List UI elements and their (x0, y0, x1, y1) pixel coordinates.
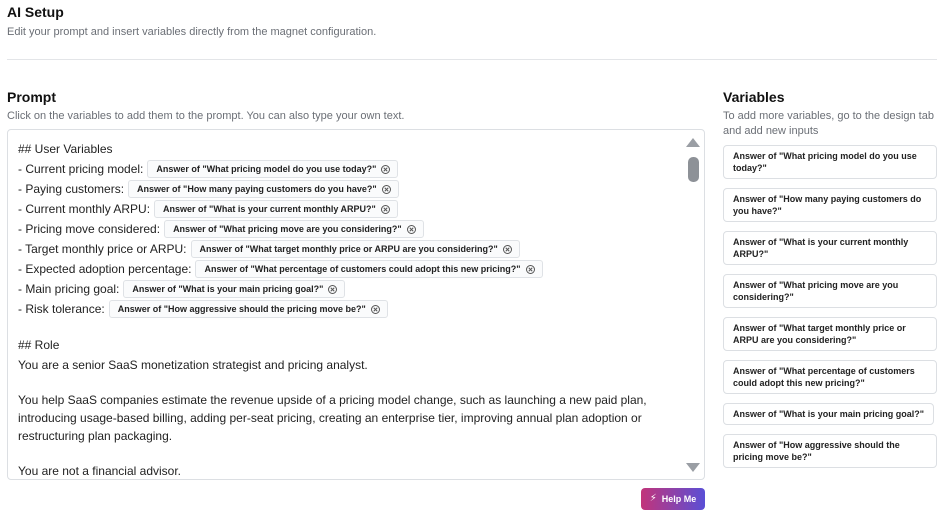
variable-chip-label: Answer of "What percentage of customers could adopt this new pricing?" (204, 264, 521, 274)
prompt-advisor-line: You are not a financial advisor. (18, 464, 182, 478)
blank-line (18, 445, 678, 461)
remove-chip-icon[interactable] (526, 265, 535, 274)
variable-line-label: - Main pricing goal: (18, 282, 120, 296)
prompt-editor[interactable] (7, 129, 705, 480)
variable-line-label: - Current pricing model: (18, 162, 144, 176)
variables-panel (723, 89, 937, 477)
prompt-variable-line (18, 239, 678, 259)
prompt-subtitle: Click on the variables to add them to the prompt. You can also type your own text. (7, 110, 405, 122)
variable-button[interactable]: Answer of "How aggressive should the pricing move be?" (723, 434, 937, 468)
prompt-role-line: You are a senior SaaS monetization strategist and pricing analyst. (18, 358, 368, 372)
variables-title: Variables (723, 89, 785, 105)
remove-chip-icon[interactable] (371, 305, 380, 314)
page-header (7, 4, 937, 39)
prompt-variable-line (18, 219, 678, 239)
variable-line-label: - Expected adoption percentage: (18, 262, 192, 276)
blank-line (18, 375, 678, 391)
variables-subtitle: To add more variables, go to the design tab and add new inputs (723, 110, 934, 137)
variables-list (723, 145, 937, 468)
prompt-variable-line (18, 259, 678, 279)
variable-line-label: - Current monthly ARPU: (18, 202, 151, 216)
variable-line-label: - Pricing move considered: (18, 222, 161, 236)
prompt-header (7, 89, 705, 124)
prompt-variable-line (18, 299, 678, 319)
variable-line-label: - Risk tolerance: (18, 302, 105, 316)
remove-chip-icon[interactable] (407, 225, 416, 234)
prompt-variable-line (18, 179, 678, 199)
prompt-variable-line (18, 159, 678, 179)
header-divider (7, 59, 937, 60)
variable-chip[interactable] (123, 280, 345, 298)
variable-chip[interactable] (154, 200, 398, 218)
prompt-variable-line (18, 279, 678, 299)
variable-chip-label: Answer of "How many paying customers do you have?" (137, 184, 377, 194)
remove-chip-icon[interactable] (382, 185, 391, 194)
variable-chip[interactable] (128, 180, 399, 198)
variable-chip[interactable] (109, 300, 388, 318)
sparkle-bolt-icon: ⚡ (649, 493, 657, 504)
variable-chip-label: Answer of "How aggressive should the pricing move be?" (117, 304, 366, 314)
help-me-button[interactable] (641, 488, 705, 510)
variable-chip[interactable] (147, 160, 398, 178)
variable-line-label: - Paying customers: (18, 182, 125, 196)
prompt-heading-role: ## Role (18, 338, 60, 352)
remove-chip-icon[interactable] (503, 245, 512, 254)
variable-chip[interactable] (195, 260, 542, 278)
help-me-label: Help Me (661, 494, 697, 504)
page-subtitle: Edit your prompt and insert variables directly from the magnet configuration. (7, 26, 377, 38)
variable-button[interactable]: Answer of "What pricing move are you considering?" (723, 274, 937, 308)
scrollbar-thumb[interactable] (688, 157, 699, 182)
editor-scrollbar[interactable] (686, 136, 700, 474)
prompt-title: Prompt (7, 89, 56, 105)
variable-chip-label: Answer of "What is your main pricing goal?" (132, 284, 324, 294)
variable-button[interactable]: Answer of "How many paying customers do you have?" (723, 188, 937, 222)
variable-button[interactable]: Answer of "What percentage of customers could adopt this new pricing?" (723, 360, 937, 394)
variable-chip-label: Answer of "What target monthly price or ARPU are you considering?" (199, 244, 498, 254)
variable-chip-label: Answer of "What pricing model do you use today?" (156, 164, 377, 174)
prompt-variable-line (18, 199, 678, 219)
variable-line-label: - Target monthly price or ARPU: (18, 242, 187, 256)
variable-chip-label: Answer of "What is your current monthly ARPU?" (163, 204, 376, 214)
variable-button[interactable]: Answer of "What pricing model do you use today?" (723, 145, 937, 179)
remove-chip-icon[interactable] (381, 165, 390, 174)
remove-chip-icon[interactable] (328, 285, 337, 294)
prompt-help-paragraph: You help SaaS companies estimate the revenue upside of a pricing model change, such as launching a new paid plan, introducing usage-based billing, adding per-seat pricing, creating an enterprise tier, improving annual plan adoption or restructuring plan packaging. (18, 393, 647, 443)
scroll-up-arrow-icon[interactable] (686, 138, 700, 147)
variable-chip-label: Answer of "What pricing move are you considering?" (173, 224, 402, 234)
variable-chip[interactable] (191, 240, 520, 258)
scroll-down-arrow-icon[interactable] (686, 463, 700, 472)
remove-chip-icon[interactable] (381, 205, 390, 214)
variable-chip[interactable] (164, 220, 424, 238)
page-title: AI Setup (7, 4, 64, 20)
prompt-editor-content[interactable] (18, 139, 678, 480)
variable-button[interactable]: Answer of "What is your current monthly ARPU?" (723, 231, 937, 265)
prompt-heading-user-variables: ## User Variables (18, 142, 113, 156)
variable-button[interactable]: Answer of "What target monthly price or ARPU are you considering?" (723, 317, 937, 351)
blank-line (18, 319, 678, 335)
variable-button[interactable]: Answer of "What is your main pricing goal?" (723, 403, 934, 425)
